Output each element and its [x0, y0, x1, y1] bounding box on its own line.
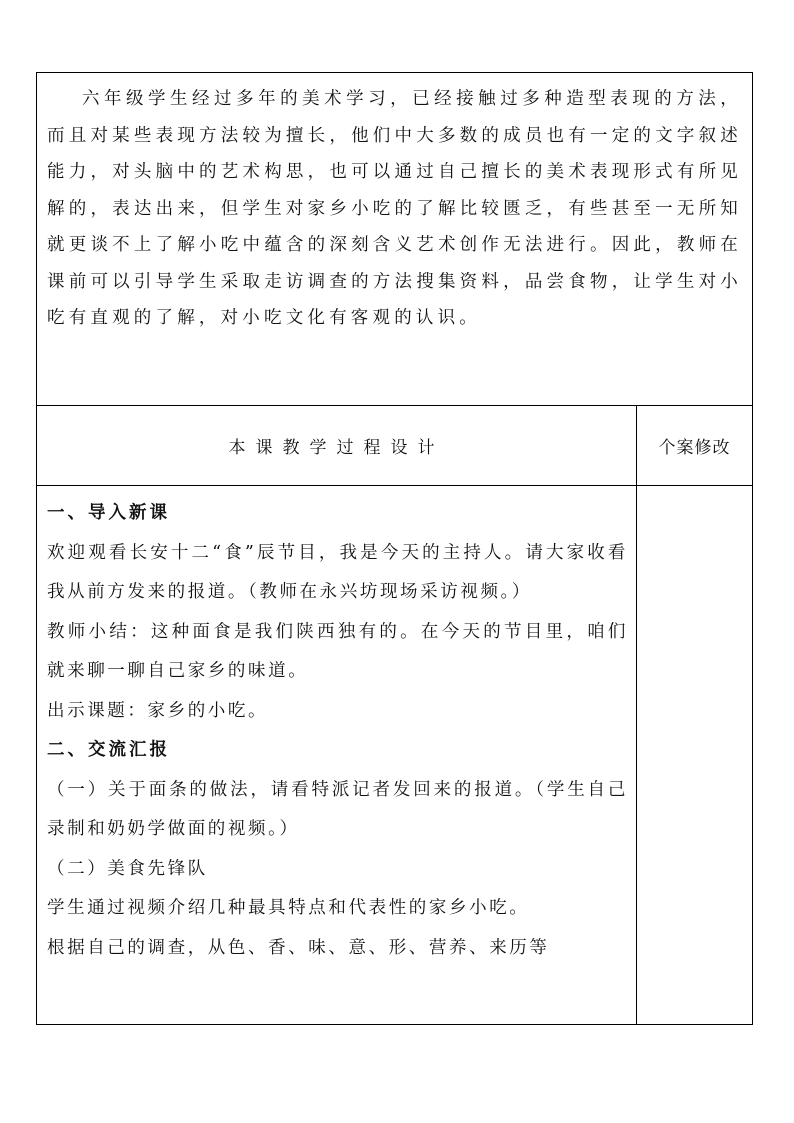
student-analysis-text: 六年级学生经过多年的美术学习，已经接触过多种造型表现的方法，而且对某些表现方法较为擅长，他们中大多数的成员也有一定的文字叙述能力，对头脑中的艺术构思，也可以通过自己擅长的美术表现形式有所见解的，表达出来，但学生对家乡小吃的了解比较匮乏，有些甚至一无所知就更谈不上了解小吃中蕴含的深刻含义艺术创作无法进行。因此，教师在课前可以引导学生采取走访调查的方法搜集资料，品尝食物，让学生对小吃有直观的了解，对小吃文化有客观的认识。	[47, 89, 742, 328]
section-heading-report: 二、交流汇报	[47, 740, 170, 760]
intro-paragraph-2: 教师小结：这种面食是我们陕西独有的。在今天的节目里，咱们就来聊一聊自己家乡的味道。	[47, 621, 628, 681]
intro-paragraph-1: 欢迎观看长安十二“食”辰节目，我是今天的主持人。请大家收看我从前方发来的报道。（教师在永兴坊现场采访视频。）	[47, 542, 628, 602]
report-paragraph-4: 根据自己的调查，从色、香、味、意、形、营养、来历等	[47, 937, 550, 958]
section-heading-intro: 一、导入新课	[47, 503, 170, 523]
case-revision-title: 个案修改	[658, 438, 731, 458]
student-analysis-cell	[37, 73, 752, 406]
report-paragraph-1: （一）关于面条的做法，请看特派记者发回来的报道。（学生自己录制和奶奶学做面的视频。）	[47, 779, 628, 839]
intro-paragraph-3: 出示课题：家乡的小吃。	[47, 700, 269, 721]
process-content-row	[37, 486, 752, 1024]
report-paragraph-3: 学生通过视频介绍几种最具特点和代表性的家乡小吃。	[47, 898, 530, 918]
process-header-row	[37, 406, 752, 486]
process-design-title: 本课教学过程设计	[37, 406, 637, 485]
report-paragraph-2: （二）美食先锋队	[47, 858, 208, 879]
process-content-cell	[37, 486, 637, 1024]
case-revision-cell	[637, 486, 752, 1024]
lesson-plan-table	[36, 72, 753, 1025]
